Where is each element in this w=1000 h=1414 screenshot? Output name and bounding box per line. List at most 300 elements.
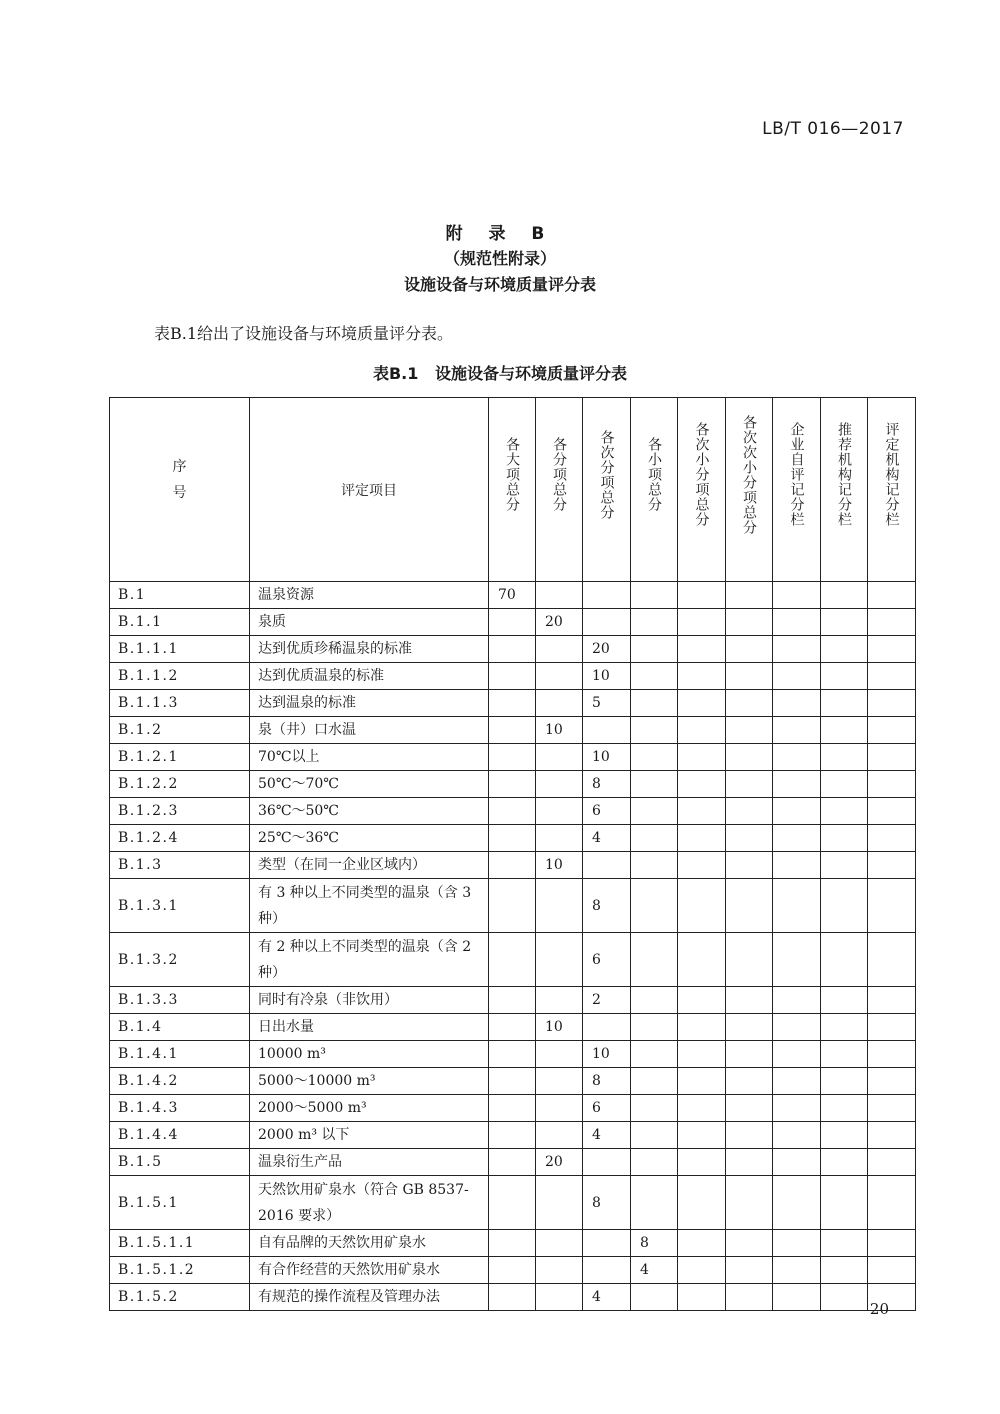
row-minor-score	[631, 1095, 678, 1122]
row-sub-score	[536, 879, 583, 933]
row-item: 5000～10000 m³	[250, 1068, 489, 1095]
row-sub-minor-score	[678, 1284, 726, 1311]
header-col-4-label: 各小项总分	[646, 437, 662, 512]
header-seq	[110, 398, 250, 582]
row-item: 泉（井）口水温	[250, 717, 489, 744]
row-sub-minor-score	[678, 1149, 726, 1176]
row-id: B.1	[110, 582, 250, 609]
row-item: 2000 m³ 以下	[250, 1122, 489, 1149]
row-recommend-cell	[821, 744, 868, 771]
row-self-eval-cell	[773, 1230, 821, 1257]
row-sub-sub-minor-score	[726, 879, 773, 933]
row-sub-sub-minor-score	[726, 609, 773, 636]
row-self-eval-cell	[773, 744, 821, 771]
row-self-eval-cell	[773, 987, 821, 1014]
row-secondary-score: 8	[583, 1176, 631, 1230]
row-item: 50℃～70℃	[250, 771, 489, 798]
row-sub-score	[536, 1095, 583, 1122]
row-item: 有规范的操作流程及管理办法	[250, 1284, 489, 1311]
row-sub-score	[536, 1230, 583, 1257]
row-secondary-score: 20	[583, 636, 631, 663]
row-secondary-score: 6	[583, 1095, 631, 1122]
row-id: B.1.1.2	[110, 663, 250, 690]
row-item: 2000～5000 m³	[250, 1095, 489, 1122]
row-sub-minor-score	[678, 852, 726, 879]
row-sub-sub-minor-score	[726, 582, 773, 609]
row-recommend-cell	[821, 852, 868, 879]
row-sub-score	[536, 771, 583, 798]
row-id: B.1.3	[110, 852, 250, 879]
table-row	[110, 1149, 916, 1176]
row-sub-score: 10	[536, 717, 583, 744]
row-sub-sub-minor-score	[726, 1014, 773, 1041]
row-sub-score: 20	[536, 609, 583, 636]
row-sub-score: 10	[536, 852, 583, 879]
row-recommend-cell	[821, 879, 868, 933]
table-row	[110, 1014, 916, 1041]
row-minor-score	[631, 1176, 678, 1230]
row-sub-minor-score	[678, 663, 726, 690]
row-secondary-score: 4	[583, 1284, 631, 1311]
row-major-score	[489, 1149, 536, 1176]
row-minor-score	[631, 717, 678, 744]
row-secondary-score	[583, 717, 631, 744]
row-sub-sub-minor-score	[726, 987, 773, 1014]
row-item: 达到优质珍稀温泉的标准	[250, 636, 489, 663]
row-secondary-score	[583, 1230, 631, 1257]
row-sub-sub-minor-score	[726, 825, 773, 852]
row-item: 70℃以上	[250, 744, 489, 771]
row-minor-score	[631, 690, 678, 717]
row-assess-cell	[868, 771, 916, 798]
row-sub-minor-score	[678, 582, 726, 609]
row-secondary-score	[583, 852, 631, 879]
row-sub-sub-minor-score	[726, 1176, 773, 1230]
row-id: B.1.5.1	[110, 1176, 250, 1230]
row-sub-score	[536, 798, 583, 825]
header-col-5	[678, 398, 726, 582]
score-table	[109, 397, 916, 1311]
row-secondary-score	[583, 582, 631, 609]
table-row	[110, 1284, 916, 1311]
row-recommend-cell	[821, 1068, 868, 1095]
header-col-3-label: 各次分项总分	[598, 429, 615, 520]
row-id: B.1.1.1	[110, 636, 250, 663]
row-assess-cell	[868, 717, 916, 744]
appendix-heading: 设施设备与环境质量评分表	[403, 275, 596, 294]
row-sub-sub-minor-score	[726, 852, 773, 879]
header-col-4	[631, 398, 678, 582]
header-col-9	[868, 398, 916, 582]
table-row	[110, 744, 916, 771]
row-sub-score	[536, 1041, 583, 1068]
row-item: 日出水量	[250, 1014, 489, 1041]
row-sub-minor-score	[678, 1122, 726, 1149]
row-self-eval-cell	[773, 1122, 821, 1149]
row-id: B.1.3.1	[110, 879, 250, 933]
row-item: 10000 m³	[250, 1041, 489, 1068]
row-sub-score	[536, 744, 583, 771]
row-self-eval-cell	[773, 1095, 821, 1122]
row-recommend-cell	[821, 1122, 868, 1149]
row-item: 达到温泉的标准	[250, 690, 489, 717]
row-assess-cell	[868, 825, 916, 852]
row-assess-cell	[868, 1230, 916, 1257]
row-major-score	[489, 1014, 536, 1041]
row-sub-sub-minor-score	[726, 663, 773, 690]
row-sub-minor-score	[678, 609, 726, 636]
row-major-score	[489, 771, 536, 798]
row-sub-minor-score	[678, 771, 726, 798]
row-recommend-cell	[821, 1095, 868, 1122]
row-assess-cell	[868, 1257, 916, 1284]
row-item: 有 2 种以上不同类型的温泉（含 2 种）	[250, 933, 489, 987]
row-item: 温泉资源	[250, 582, 489, 609]
row-major-score	[489, 879, 536, 933]
row-id: B.1.1.3	[110, 690, 250, 717]
row-sub-sub-minor-score	[726, 744, 773, 771]
row-sub-minor-score	[678, 987, 726, 1014]
row-assess-cell	[868, 1014, 916, 1041]
table-row	[110, 1041, 916, 1068]
row-major-score	[489, 1176, 536, 1230]
row-minor-score	[631, 1068, 678, 1095]
row-recommend-cell	[821, 582, 868, 609]
header-item	[250, 398, 489, 582]
row-major-score	[489, 1041, 536, 1068]
row-sub-sub-minor-score	[726, 690, 773, 717]
row-sub-sub-minor-score	[726, 1068, 773, 1095]
row-major-score	[489, 663, 536, 690]
row-recommend-cell	[821, 825, 868, 852]
row-secondary-score: 5	[583, 690, 631, 717]
row-sub-score: 10	[536, 1014, 583, 1041]
row-sub-sub-minor-score	[726, 717, 773, 744]
row-sub-minor-score	[678, 1230, 726, 1257]
row-minor-score	[631, 798, 678, 825]
row-sub-minor-score	[678, 1176, 726, 1230]
table-row	[110, 663, 916, 690]
row-self-eval-cell	[773, 1257, 821, 1284]
row-self-eval-cell	[773, 1149, 821, 1176]
row-assess-cell	[868, 987, 916, 1014]
row-item: 有合作经营的天然饮用矿泉水	[250, 1257, 489, 1284]
row-sub-score	[536, 933, 583, 987]
row-secondary-score	[583, 1257, 631, 1284]
row-sub-score	[536, 663, 583, 690]
row-secondary-score: 8	[583, 771, 631, 798]
row-self-eval-cell	[773, 717, 821, 744]
header-col-6-label: 各次次小分项总分	[741, 414, 757, 535]
row-sub-minor-score	[678, 1257, 726, 1284]
header-col-3	[583, 398, 631, 582]
row-major-score	[489, 690, 536, 717]
table-row	[110, 1068, 916, 1095]
row-self-eval-cell	[773, 879, 821, 933]
row-secondary-score: 6	[583, 933, 631, 987]
row-secondary-score: 10	[583, 744, 631, 771]
row-minor-score	[631, 1041, 678, 1068]
row-sub-sub-minor-score	[726, 1149, 773, 1176]
header-col-7	[773, 398, 821, 582]
appendix-title: 附 录 B	[445, 224, 555, 244]
row-major-score: 70	[489, 582, 536, 609]
row-minor-score	[631, 636, 678, 663]
row-assess-cell	[868, 744, 916, 771]
row-minor-score	[631, 771, 678, 798]
row-major-score	[489, 1068, 536, 1095]
row-recommend-cell	[821, 771, 868, 798]
row-sub-sub-minor-score	[726, 771, 773, 798]
row-sub-score	[536, 987, 583, 1014]
row-id: B.1.2	[110, 717, 250, 744]
row-minor-score	[631, 879, 678, 933]
row-assess-cell	[868, 1041, 916, 1068]
row-secondary-score: 2	[583, 987, 631, 1014]
row-major-score	[489, 987, 536, 1014]
row-id: B.1.4.4	[110, 1122, 250, 1149]
row-sub-sub-minor-score	[726, 636, 773, 663]
table-row	[110, 933, 916, 987]
row-assess-cell	[868, 609, 916, 636]
table-body	[110, 582, 916, 1311]
row-id: B.1.4	[110, 1014, 250, 1041]
header-col-1	[489, 398, 536, 582]
table-row	[110, 771, 916, 798]
table-row	[110, 1257, 916, 1284]
row-sub-sub-minor-score	[726, 1095, 773, 1122]
table-caption: 表B.1 设施设备与环境质量评分表	[372, 364, 628, 383]
row-item: 类型（在同一企业区域内）	[250, 852, 489, 879]
header-item-label: 评定项目	[341, 482, 397, 499]
row-id: B.1.5.1.1	[110, 1230, 250, 1257]
row-recommend-cell	[821, 1149, 868, 1176]
header-col-7-label: 企业自评记分栏	[788, 422, 805, 527]
row-assess-cell	[868, 798, 916, 825]
header-col-6	[726, 398, 773, 582]
row-minor-score	[631, 663, 678, 690]
row-minor-score	[631, 1014, 678, 1041]
row-major-score	[489, 636, 536, 663]
row-major-score	[489, 825, 536, 852]
table-row	[110, 1230, 916, 1257]
row-sub-sub-minor-score	[726, 1257, 773, 1284]
row-item: 泉质	[250, 609, 489, 636]
row-assess-cell	[868, 933, 916, 987]
row-major-score	[489, 1230, 536, 1257]
row-major-score	[489, 717, 536, 744]
row-sub-minor-score	[678, 744, 726, 771]
row-sub-score	[536, 690, 583, 717]
row-item: 25℃～36℃	[250, 825, 489, 852]
table-row	[110, 879, 916, 933]
row-sub-sub-minor-score	[726, 933, 773, 987]
row-recommend-cell	[821, 690, 868, 717]
header-col-9-label: 评定机构记分栏	[883, 422, 900, 527]
table-row	[110, 852, 916, 879]
row-self-eval-cell	[773, 825, 821, 852]
row-assess-cell	[868, 1149, 916, 1176]
row-id: B.1.2.2	[110, 771, 250, 798]
row-assess-cell	[868, 663, 916, 690]
row-secondary-score: 4	[583, 1122, 631, 1149]
row-sub-minor-score	[678, 636, 726, 663]
intro-paragraph: 表B.1给出了设施设备与环境质量评分表。	[154, 324, 454, 343]
row-id: B.1.3.2	[110, 933, 250, 987]
row-recommend-cell	[821, 933, 868, 987]
row-id: B.1.4.2	[110, 1068, 250, 1095]
row-self-eval-cell	[773, 1068, 821, 1095]
table-row	[110, 1095, 916, 1122]
row-major-score	[489, 933, 536, 987]
row-minor-score	[631, 582, 678, 609]
row-assess-cell	[868, 1176, 916, 1230]
row-assess-cell	[868, 582, 916, 609]
table-row	[110, 690, 916, 717]
row-major-score	[489, 852, 536, 879]
row-id: B.1.2.3	[110, 798, 250, 825]
header-col-1-label: 各大项总分	[504, 437, 520, 512]
row-item: 温泉衍生产品	[250, 1149, 489, 1176]
row-id: B.1.5.1.2	[110, 1257, 250, 1284]
row-recommend-cell	[821, 1014, 868, 1041]
row-minor-score	[631, 1284, 678, 1311]
row-sub-score	[536, 825, 583, 852]
row-recommend-cell	[821, 1230, 868, 1257]
row-sub-score	[536, 636, 583, 663]
row-sub-minor-score	[678, 1068, 726, 1095]
row-assess-cell	[868, 852, 916, 879]
row-sub-minor-score	[678, 690, 726, 717]
row-recommend-cell	[821, 663, 868, 690]
header-col-2-label: 各分项总分	[551, 437, 567, 512]
row-self-eval-cell	[773, 636, 821, 663]
row-secondary-score	[583, 1014, 631, 1041]
row-minor-score: 8	[631, 1230, 678, 1257]
row-major-score	[489, 798, 536, 825]
row-self-eval-cell	[773, 582, 821, 609]
row-self-eval-cell	[773, 1014, 821, 1041]
header-col-8-label: 推荐机构记分栏	[836, 422, 852, 527]
row-self-eval-cell	[773, 690, 821, 717]
row-major-score	[489, 1095, 536, 1122]
row-sub-score	[536, 1257, 583, 1284]
document-code: LB/T 016—2017	[762, 119, 904, 139]
row-id: B.1.1	[110, 609, 250, 636]
header-col-8	[821, 398, 868, 582]
row-self-eval-cell	[773, 771, 821, 798]
row-sub-minor-score	[678, 879, 726, 933]
row-secondary-score: 10	[583, 1041, 631, 1068]
row-recommend-cell	[821, 636, 868, 663]
row-sub-sub-minor-score	[726, 1230, 773, 1257]
table-row	[110, 609, 916, 636]
row-sub-minor-score	[678, 825, 726, 852]
row-major-score	[489, 1122, 536, 1149]
row-sub-minor-score	[678, 798, 726, 825]
table-row	[110, 717, 916, 744]
row-recommend-cell	[821, 1041, 868, 1068]
table-row	[110, 636, 916, 663]
table-row	[110, 798, 916, 825]
row-assess-cell	[868, 1122, 916, 1149]
row-secondary-score: 8	[583, 879, 631, 933]
row-recommend-cell	[821, 987, 868, 1014]
row-minor-score	[631, 852, 678, 879]
row-id: B.1.3.3	[110, 987, 250, 1014]
page-number: 20	[869, 1300, 889, 1318]
row-self-eval-cell	[773, 1284, 821, 1311]
row-id: B.1.5	[110, 1149, 250, 1176]
row-secondary-score	[583, 609, 631, 636]
row-item: 自有品牌的天然饮用矿泉水	[250, 1230, 489, 1257]
row-assess-cell	[868, 690, 916, 717]
row-sub-score	[536, 1068, 583, 1095]
header-col-5-label: 各次小分项总分	[693, 422, 710, 527]
row-recommend-cell	[821, 798, 868, 825]
row-sub-sub-minor-score	[726, 1284, 773, 1311]
header-seq-label: 序 号	[172, 458, 187, 501]
row-sub-score: 20	[536, 1149, 583, 1176]
row-sub-minor-score	[678, 1095, 726, 1122]
row-recommend-cell	[821, 717, 868, 744]
row-minor-score	[631, 987, 678, 1014]
row-self-eval-cell	[773, 852, 821, 879]
row-item: 有 3 种以上不同类型的温泉（含 3 种）	[250, 879, 489, 933]
row-id: B.1.5.2	[110, 1284, 250, 1311]
table-header-row	[110, 398, 916, 582]
table-row	[110, 1122, 916, 1149]
row-item: 天然饮用矿泉水（符合 GB 8537-2016 要求）	[250, 1176, 489, 1230]
table-row	[110, 1176, 916, 1230]
row-minor-score	[631, 1149, 678, 1176]
row-recommend-cell	[821, 1176, 868, 1230]
row-id: B.1.2.4	[110, 825, 250, 852]
row-sub-minor-score	[678, 1014, 726, 1041]
header-col-2	[536, 398, 583, 582]
row-self-eval-cell	[773, 663, 821, 690]
row-major-score	[489, 1284, 536, 1311]
row-sub-sub-minor-score	[726, 1041, 773, 1068]
row-sub-score	[536, 1122, 583, 1149]
row-major-score	[489, 1257, 536, 1284]
row-secondary-score: 8	[583, 1068, 631, 1095]
row-sub-sub-minor-score	[726, 798, 773, 825]
row-major-score	[489, 744, 536, 771]
row-sub-sub-minor-score	[726, 1122, 773, 1149]
row-recommend-cell	[821, 1284, 868, 1311]
appendix-subtitle: （规范性附录）	[443, 249, 556, 268]
row-assess-cell	[868, 1068, 916, 1095]
row-minor-score	[631, 744, 678, 771]
row-secondary-score: 6	[583, 798, 631, 825]
row-recommend-cell	[821, 609, 868, 636]
row-id: B.1.4.3	[110, 1095, 250, 1122]
row-sub-score	[536, 582, 583, 609]
row-id: B.1.4.1	[110, 1041, 250, 1068]
row-assess-cell	[868, 1095, 916, 1122]
row-item: 达到优质温泉的标准	[250, 663, 489, 690]
row-id: B.1.2.1	[110, 744, 250, 771]
row-recommend-cell	[821, 1257, 868, 1284]
row-minor-score	[631, 825, 678, 852]
row-sub-minor-score	[678, 933, 726, 987]
row-sub-score	[536, 1176, 583, 1230]
row-sub-minor-score	[678, 717, 726, 744]
row-self-eval-cell	[773, 1176, 821, 1230]
table-row	[110, 582, 916, 609]
row-minor-score: 4	[631, 1257, 678, 1284]
